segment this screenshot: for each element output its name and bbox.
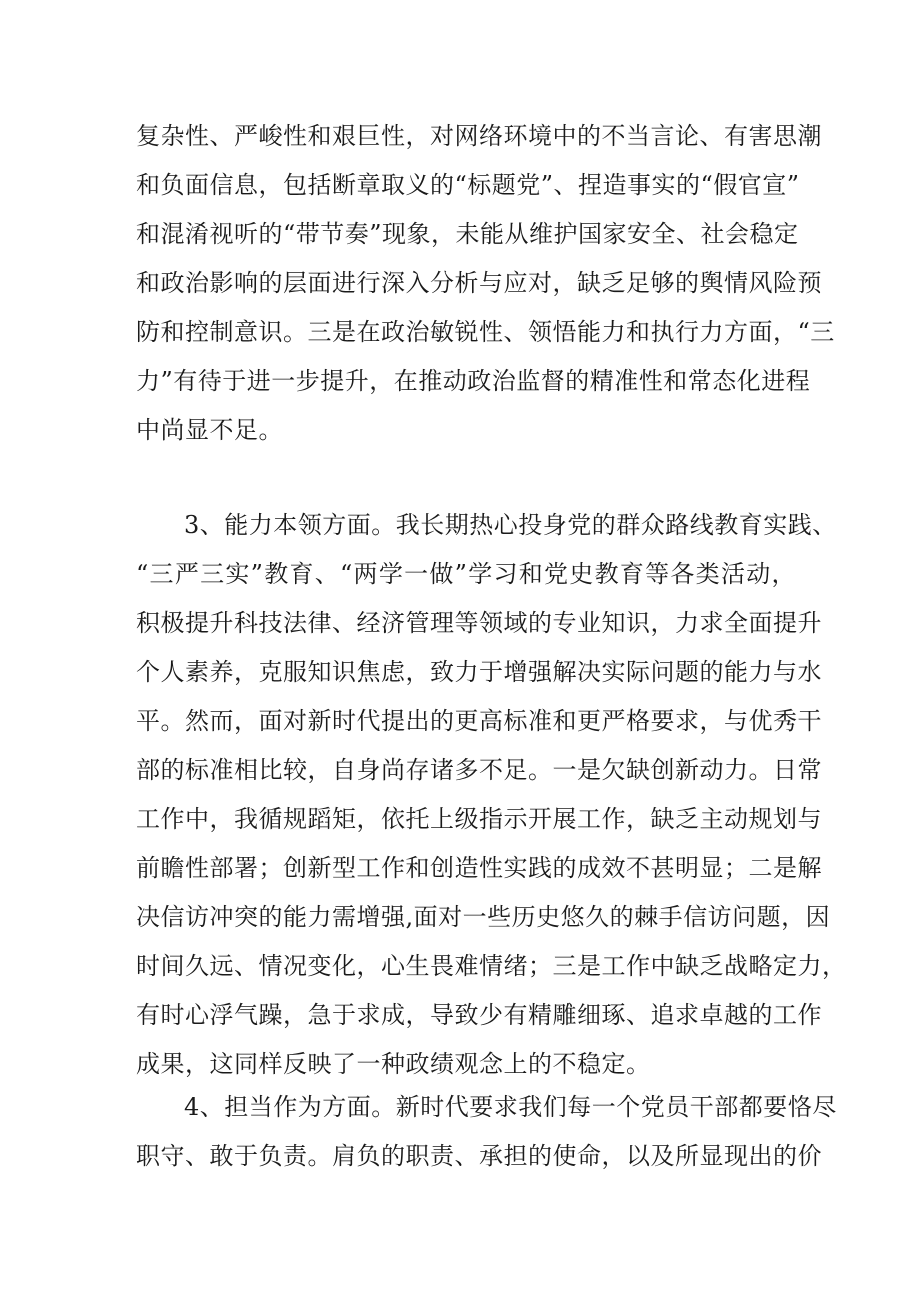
text-line: 成果，这同样反映了一种政绩观念上的不稳定。 [136, 1050, 651, 1078]
text-line: 积极提升科技法律、经济管理等领域的专业知识，力求全面提升 [136, 609, 822, 637]
text-line: 前瞻性部署；创新型工作和创造性实践的成效不甚明显；二是解 [136, 854, 822, 882]
paragraph-responsibility [136, 1083, 837, 1181]
text-line: 职守、敢于负责。肩负的职责、承担的使命，以及所显现出的价 [136, 1142, 822, 1170]
text-line: “三严三实”教育、“两学一做”学习和党史教育等各类活动， [136, 560, 796, 588]
text-line: 复杂性、严峻性和艰巨性，对网络环境中的不当言论、有害思潮 [136, 122, 822, 150]
text-line: 决信访冲突的能力需增强,面对一些历史悠久的棘手信访问题，因 [136, 903, 831, 931]
text-line: 有时心浮气躁，急于求成，导致少有精雕细琢、追求卓越的工作 [136, 1001, 822, 1029]
text-line: 部的标准相比较，自身尚存诸多不足。一是欠缺创新动力。日常 [136, 756, 822, 784]
paragraph-heading-line: 3、能力本领方面。我长期热心投身党的群众路线教育实践、 [184, 511, 837, 539]
text-line: 和负面信息，包括断章取义的“标题党”、捏造事实的“假官宣” [136, 171, 800, 199]
text-line: 力”有待于进一步提升，在推动政治监督的精准性和常态化进程 [136, 367, 811, 395]
paragraph-continued [136, 112, 835, 455]
text-line: 个人素养，克服知识焦虑，致力于增强解决实际问题的能力与水 [136, 658, 822, 686]
text-line: 和政治影响的层面进行深入分析与应对，缺乏足够的舆情风险预 [136, 269, 822, 297]
text-line: 工作中，我循规蹈矩，依托上级指示开展工作，缺乏主动规划与 [136, 805, 822, 833]
text-line: 时间久远、情况变化，心生畏难情绪；三是工作中缺乏战略定力， [136, 952, 847, 980]
text-line: 中尚显不足。 [136, 416, 283, 444]
paragraph-heading-line: 4、担当作为方面。新时代要求我们每一个党员干部都要恪尽 [184, 1093, 837, 1121]
text-line: 防和控制意识。三是在政治敏锐性、领悟能力和执行力方面，“三 [136, 318, 835, 346]
text-line: 和混淆视听的“带节奏”现象，未能从维护国家安全、社会稳定 [136, 220, 799, 248]
text-line: 平。然而，面对新时代提出的更高标准和更严格要求，与优秀干 [136, 707, 822, 735]
paragraph-ability [136, 501, 847, 1089]
